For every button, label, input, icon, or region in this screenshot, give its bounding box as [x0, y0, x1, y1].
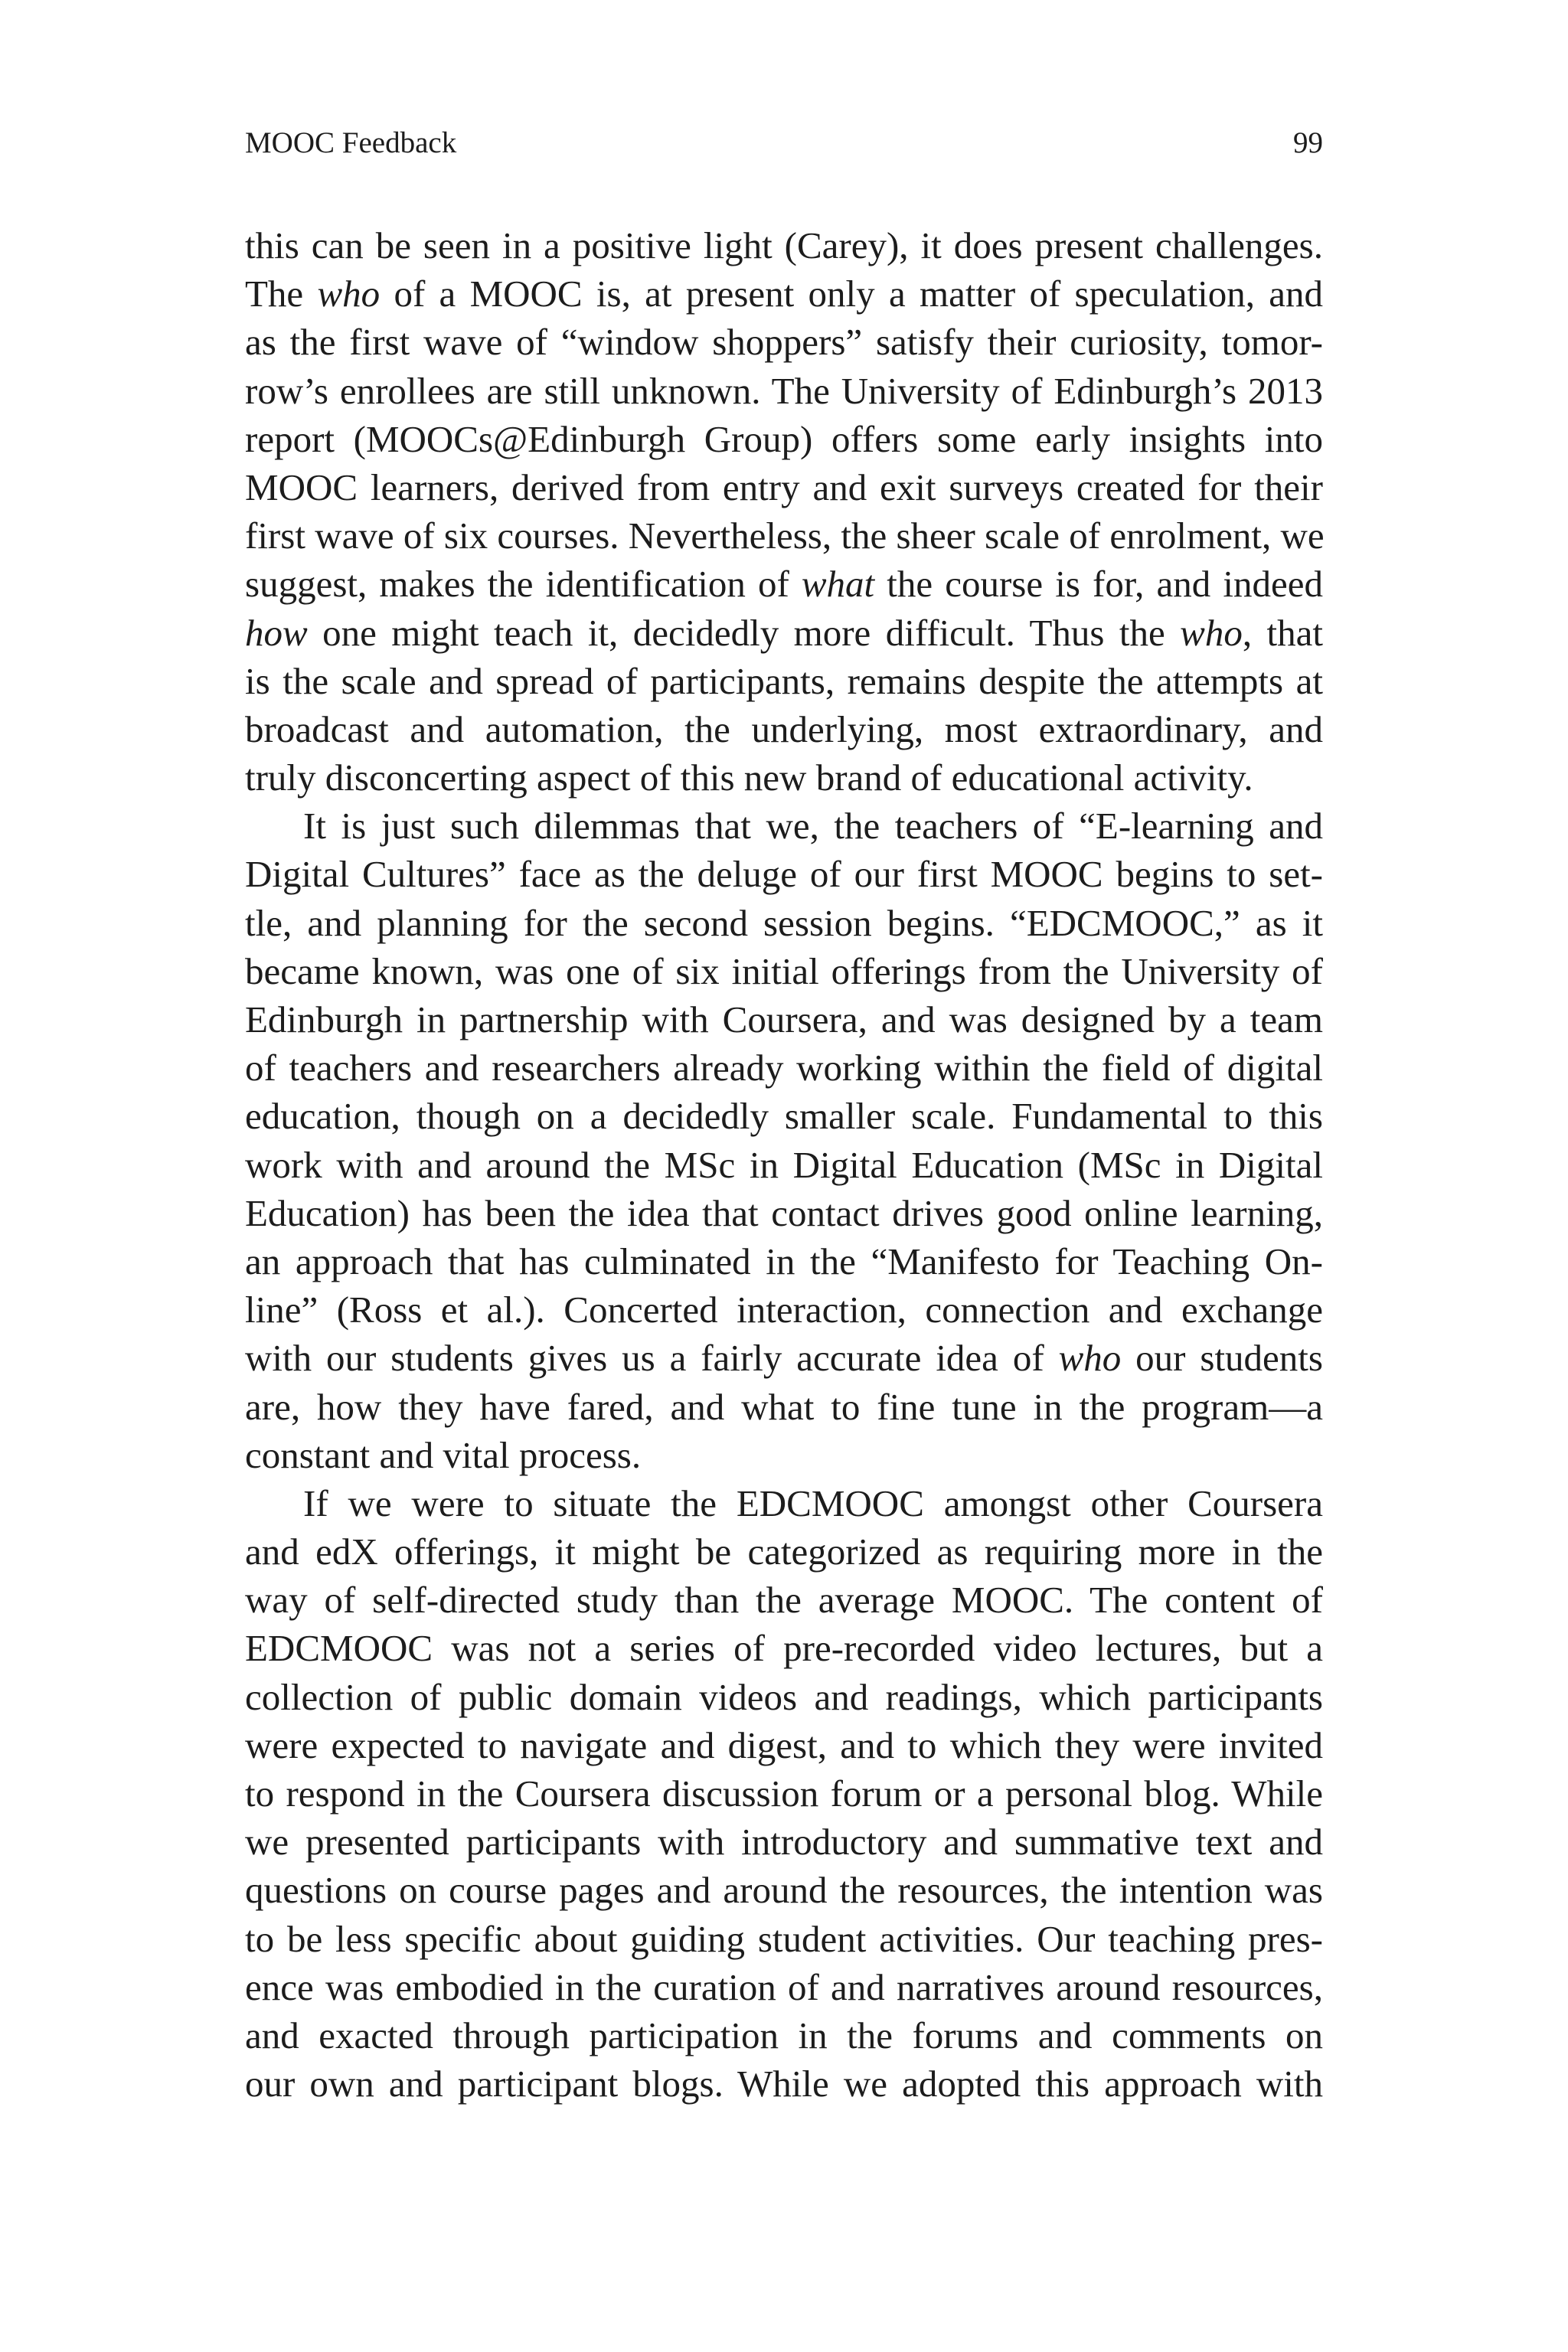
- text-line: [245, 1285, 1323, 1334]
- text-line: [245, 1431, 1323, 1479]
- text-segment: this can be seen in a positive light (Carey), it does present challenges.: [245, 224, 1323, 266]
- text-line: [245, 1237, 1323, 1285]
- text-line: [245, 1915, 1323, 1963]
- text-line: [245, 1479, 1323, 1527]
- text-line: [245, 1576, 1323, 1624]
- text-segment: education, though on a decidedly smaller scale. Fundamental to this: [245, 1095, 1323, 1138]
- text-line: [245, 2060, 1323, 2108]
- text-segment: and exacted through participation in the forums and comments on: [245, 2014, 1323, 2056]
- text-line: [245, 1189, 1323, 1237]
- text-line: [245, 657, 1323, 705]
- body-text: [245, 221, 1323, 2108]
- text-segment: are, how they have fared, and what to fine tune in the program—a: [245, 1385, 1323, 1428]
- text-line: [245, 221, 1323, 270]
- paragraph: [245, 1479, 1323, 2108]
- text-line: [245, 318, 1323, 366]
- text-segment: became known, was one of six initial offerings from the University of: [245, 949, 1323, 992]
- text-segment: our own and participant blogs. While we adopted this approach with: [245, 2063, 1323, 2105]
- text-segment: If we were to situate the EDCMOOC amongst other Coursera: [303, 1481, 1323, 1524]
- text-segment: an approach that has culminated in the “Manifesto for Teaching On-: [245, 1240, 1323, 1282]
- text-segment: with our students gives us a fairly accurate idea of: [245, 1337, 1059, 1380]
- text-line: [245, 753, 1323, 802]
- text-segment: and edX offerings, it might be categorized as requiring more in the: [245, 1530, 1323, 1573]
- text-segment: the course is for, and indeed: [874, 563, 1323, 606]
- text-line: [245, 463, 1323, 511]
- text-line: [245, 995, 1323, 1044]
- text-segment: report (MOOCs@Edinburgh Group) offers some early insights into: [245, 417, 1323, 460]
- text-line: [245, 1624, 1323, 1672]
- italic-text: what: [801, 563, 875, 606]
- text-line: [245, 1963, 1323, 2011]
- text-line: [245, 1673, 1323, 1721]
- text-line: [245, 1092, 1323, 1140]
- text-segment: line” (Ross et al.). Concerted interaction, connection and exchange: [245, 1289, 1323, 1331]
- text-segment: collection of public domain videos and readings, which participants: [245, 1675, 1323, 1718]
- text-segment: of teachers and researchers already working within the field of digital: [245, 1047, 1323, 1089]
- text-line: [245, 899, 1323, 947]
- text-line: [245, 1769, 1323, 1818]
- text-line: [245, 1721, 1323, 1769]
- text-segment: we presented participants with introductory and summative text and: [245, 1821, 1323, 1864]
- italic-text: who: [1180, 611, 1243, 654]
- text-line: [245, 367, 1323, 415]
- text-segment: first wave of six courses. Nevertheless, the sheer scale of enrolment, we: [245, 514, 1325, 557]
- text-line: [245, 270, 1323, 318]
- text-segment: The: [245, 273, 318, 315]
- text-line: [245, 705, 1323, 753]
- paragraph: [245, 221, 1323, 802]
- text-segment: Edinburgh in partnership with Coursera, and was designed by a team: [245, 998, 1323, 1040]
- running-title: MOOC Feedback: [245, 126, 457, 159]
- text-line: [245, 850, 1323, 898]
- text-segment: constant and vital process.: [245, 1433, 642, 1476]
- text-segment: questions on course pages and around the resources, the intention was: [245, 1869, 1323, 1912]
- italic-text: who: [317, 273, 381, 315]
- text-segment: Education) has been the idea that contact drives good online learning,: [245, 1191, 1323, 1234]
- text-segment: of a MOOC is, at present only a matter of speculation, and: [380, 273, 1323, 315]
- text-line: [245, 802, 1323, 850]
- text-line: [245, 1818, 1323, 1866]
- running-head: [245, 124, 1323, 162]
- text-line: [245, 1044, 1323, 1092]
- text-segment: broadcast and automation, the underlying, most extraordinary, and: [245, 707, 1323, 750]
- text-line: [245, 609, 1323, 657]
- text-line: [245, 2011, 1323, 2060]
- text-segment: way of self-directed study than the average MOOC. The content of: [245, 1579, 1323, 1622]
- text-line: [245, 1866, 1323, 1914]
- text-line: [245, 1334, 1323, 1382]
- text-segment: is the scale and spread of participants, remains despite the attempts at: [245, 659, 1323, 702]
- text-line: [245, 1527, 1323, 1576]
- text-line: [245, 947, 1323, 995]
- text-segment: Digital Cultures” face as the deluge of our first MOOC begins to set-: [245, 853, 1323, 896]
- text-segment: were expected to navigate and digest, and to which they were invited: [245, 1723, 1323, 1766]
- text-line: [245, 1383, 1323, 1431]
- text-line: [245, 415, 1323, 463]
- text-segment: one might teach it, decidedly more difficult. Thus the: [307, 611, 1181, 654]
- text-line: [245, 511, 1323, 560]
- text-segment: It is just such dilemmas that we, the teachers of “E-learning and: [303, 805, 1323, 848]
- text-segment: tle, and planning for the second session begins. “EDCMOOC,” as it: [245, 901, 1323, 944]
- paragraph: [245, 802, 1323, 1479]
- text-segment: ence was embodied in the curation of and narratives around resources,: [245, 1965, 1323, 2008]
- text-segment: to respond in the Coursera discussion forum or a personal blog. While: [245, 1772, 1323, 1815]
- text-segment: as the first wave of “window shoppers” satisfy their curiosity, tomor-: [245, 321, 1323, 364]
- page-number: 99: [1293, 126, 1323, 159]
- text-line: [245, 560, 1323, 608]
- text-segment: row’s enrollees are still unknown. The University of Edinburgh’s 2013: [245, 369, 1323, 412]
- text-segment: truly disconcerting aspect of this new brand of educational activity.: [245, 756, 1253, 799]
- text-segment: work with and around the MSc in Digital Education (MSc in Digital: [245, 1143, 1323, 1186]
- text-segment: our students: [1121, 1337, 1323, 1380]
- text-segment: , that: [1242, 611, 1323, 654]
- italic-text: how: [245, 611, 308, 654]
- text-segment: MOOC learners, derived from entry and exit surveys created for their: [245, 466, 1323, 508]
- text-segment: to be less specific about guiding student activities. Our teaching pres-: [245, 1917, 1323, 1960]
- text-segment: EDCMOOC was not a series of pre-recorded video lectures, but a: [245, 1627, 1323, 1670]
- italic-text: who: [1058, 1337, 1122, 1380]
- text-segment: suggest, makes the identification of: [245, 563, 802, 606]
- text-line: [245, 1141, 1323, 1189]
